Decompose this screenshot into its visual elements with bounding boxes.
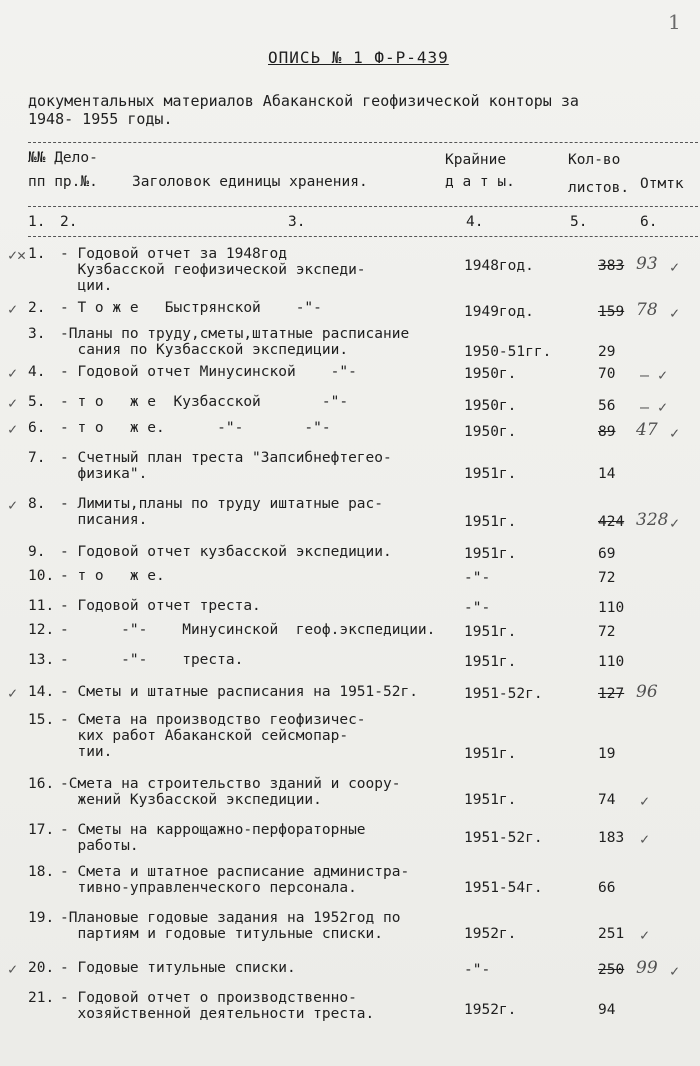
row-number: 16.: [28, 776, 55, 792]
header-col4-b: д а т ы.: [445, 174, 515, 190]
row-sheet-count: 14: [598, 466, 616, 482]
row-title-line: - Счетный план треста "Запсибнефтегео-: [60, 450, 392, 466]
row-sheet-count: 56: [598, 398, 616, 414]
row-sheet-count-corrected: 328: [636, 510, 669, 530]
row-number: 4.: [28, 364, 46, 380]
row-number: 18.: [28, 864, 55, 880]
row-sheet-count: 183: [598, 830, 625, 846]
row-title-line: - Смета на производство геофизичес-: [60, 712, 366, 728]
row-number: 12.: [28, 622, 55, 638]
row-sheet-count: 383: [598, 258, 625, 274]
row-title-line: - Т о ж е Быстрянской -"-: [60, 300, 322, 316]
row-checkmark: ✓: [8, 300, 18, 318]
row-dates: 1951г.: [464, 654, 517, 670]
row-dates: 1951г.: [464, 624, 517, 640]
row-sheet-count: 19: [598, 746, 616, 762]
row-dates: 1950-51гг.: [464, 344, 552, 360]
colnum-2: 2.: [60, 214, 78, 230]
row-dates: 1951г.: [464, 466, 517, 482]
row-verification-mark: ✓: [670, 304, 680, 322]
row-verification-mark: ✓: [670, 424, 680, 442]
row-dates: 1948год.: [464, 258, 534, 274]
row-sheet-count-corrected: 93: [636, 254, 658, 274]
row-sheet-count: 89: [598, 424, 616, 440]
row-title-line: - -"- Минусинской геоф.экспедиции.: [60, 622, 436, 638]
row-sheet-count-corrected: 78: [636, 300, 658, 320]
row-number: 14.: [28, 684, 55, 700]
row-dates: 1952г.: [464, 926, 517, 942]
row-sheet-count: 94: [598, 1002, 616, 1018]
row-sheet-count: 250: [598, 962, 625, 978]
colnum-1: 1.: [28, 214, 46, 230]
header-col5-a: Кол-во: [568, 152, 621, 168]
row-sheet-count: 29: [598, 344, 616, 360]
row-title-line: тии.: [60, 744, 113, 760]
header-col5-b: листов.: [568, 180, 630, 196]
row-title-line: ции.: [60, 278, 113, 294]
row-title-line: - -"- треста.: [60, 652, 244, 668]
row-verification-mark: ✓: [640, 792, 650, 810]
row-sheet-count: 72: [598, 624, 616, 640]
row-sheet-count: 66: [598, 880, 616, 896]
row-sheet-count: 110: [598, 654, 625, 670]
page-number-mark: 1: [668, 10, 681, 34]
row-number: 9.: [28, 544, 46, 560]
colnum-4: 4.: [466, 214, 484, 230]
colnum-5: 5.: [570, 214, 588, 230]
row-title-line: Кузбасской геофизической экспеди-: [60, 262, 366, 278]
row-number: 10.: [28, 568, 55, 584]
row-number: 19.: [28, 910, 55, 926]
row-title-line: работы.: [60, 838, 139, 854]
header-bottom-rule: [28, 236, 698, 237]
row-sheet-count-corrected: 47: [636, 420, 658, 440]
row-dates: 1950г.: [464, 366, 517, 382]
row-checkmark: ✓: [8, 684, 18, 702]
row-checkmark: ✓: [8, 364, 18, 382]
row-number: 1.: [28, 246, 46, 262]
row-dates: 1951-52г.: [464, 686, 543, 702]
row-title-line: - Годовой отчет Минусинской -"-: [60, 364, 357, 380]
colnum-3: 3.: [288, 214, 306, 230]
row-number: 20.: [28, 960, 55, 976]
header-col1-a: №№ Дело-: [28, 150, 98, 166]
row-number: 13.: [28, 652, 55, 668]
intro-line-2: 1948- 1955 годы.: [28, 110, 173, 128]
row-title-line: - Сметы на каррощажно-перфораторные: [60, 822, 366, 838]
header-mid-rule: [28, 206, 698, 207]
row-sheet-count: 72: [598, 570, 616, 586]
row-title-line: - т о ж е Кузбасской -"-: [60, 394, 349, 410]
row-number: 3.: [28, 326, 46, 342]
row-number: 11.: [28, 598, 55, 614]
row-title-line: - т о ж е. -"- -"-: [60, 420, 331, 436]
row-title-line: - Годовые титульные списки.: [60, 960, 296, 976]
row-title-line: - Лимиты,планы по труду иштатные рас-: [60, 496, 384, 512]
row-sheet-count-corrected: 99: [636, 958, 658, 978]
row-title-line: жений Кузбасской экспедиции.: [60, 792, 322, 808]
row-title-line: сания по Кузбасской экспедиции.: [60, 342, 349, 358]
row-number: 17.: [28, 822, 55, 838]
row-sheet-count-corrected: 96: [636, 682, 658, 702]
row-title-line: - Смета и штатное расписание администра-: [60, 864, 410, 880]
row-dates: 1951-52г.: [464, 830, 543, 846]
row-verification-mark: ✓: [670, 514, 680, 532]
row-checkmark: ✓: [8, 420, 18, 438]
row-dates: 1950г.: [464, 398, 517, 414]
row-dates: -"-: [464, 962, 491, 978]
row-title-line: писания.: [60, 512, 148, 528]
header-top-rule: [28, 142, 698, 143]
row-number: 2.: [28, 300, 46, 316]
row-title-line: - Годовой отчет кузбасской экспедиции.: [60, 544, 392, 560]
header-col4-a: Крайние: [445, 152, 507, 168]
header-col1-b: пп пр.№.: [28, 174, 98, 190]
row-title-line: тивно-управленческого персонала.: [60, 880, 357, 896]
row-verification-mark: ✓: [670, 962, 680, 980]
row-checkmark: ✓: [8, 496, 18, 514]
row-number: 15.: [28, 712, 55, 728]
row-number: 6.: [28, 420, 46, 436]
row-title-line: -Смета на строительство зданий и соору-: [60, 776, 401, 792]
row-verification-mark: ✓: [670, 258, 680, 276]
row-number: 7.: [28, 450, 46, 466]
row-title-line: -Планы по труду,сметы,штатные расписание: [60, 326, 410, 342]
colnum-6: 6.: [640, 214, 658, 230]
row-checkmark: ✓✕: [8, 246, 27, 264]
row-title-line: хозяйственной деятельности треста.: [60, 1006, 375, 1022]
row-title-line: физика".: [60, 466, 148, 482]
row-title-line: - Годовой отчет за 1948год: [60, 246, 287, 262]
row-dates: 1951-54г.: [464, 880, 543, 896]
row-dates: 1949год.: [464, 304, 534, 320]
row-verification-mark: ✓: [640, 830, 650, 848]
row-dates: 1951г.: [464, 546, 517, 562]
row-sheet-count: 424: [598, 514, 625, 530]
intro-line-1: документальных материалов Абаканской геофизической конторы за: [28, 92, 579, 110]
row-title-line: - Сметы и штатные расписания на 1951-52г.: [60, 684, 418, 700]
row-sheet-count: 69: [598, 546, 616, 562]
row-verification-mark: ✓: [640, 926, 650, 944]
header-col3: Заголовок единицы хранения.: [132, 174, 368, 190]
row-title-line: - Годовой отчет о производственно-: [60, 990, 357, 1006]
row-dates: 1950г.: [464, 424, 517, 440]
row-number: 5.: [28, 394, 46, 410]
row-sheet-count: 127: [598, 686, 625, 702]
row-title-line: -Плановые годовые задания на 1952год по: [60, 910, 401, 926]
row-sheet-count: 70: [598, 366, 616, 382]
row-verification-mark: — ✓: [640, 398, 668, 416]
row-dates: 1952г.: [464, 1002, 517, 1018]
row-title-line: - Годовой отчет треста.: [60, 598, 261, 614]
row-dates: -"-: [464, 600, 491, 616]
row-sheet-count: 74: [598, 792, 616, 808]
row-number: 21.: [28, 990, 55, 1006]
row-title-line: партиям и годовые титульные списки.: [60, 926, 384, 942]
row-sheet-count: 110: [598, 600, 625, 616]
header-col6: Отмтк: [640, 176, 684, 192]
row-sheet-count: 251: [598, 926, 625, 942]
row-dates: 1951г.: [464, 792, 517, 808]
row-dates: -"-: [464, 570, 491, 586]
row-checkmark: ✓: [8, 394, 18, 412]
row-checkmark: ✓: [8, 960, 18, 978]
row-title-line: ких работ Абаканской сейсмопар-: [60, 728, 349, 744]
row-number: 8.: [28, 496, 46, 512]
row-sheet-count: 159: [598, 304, 625, 320]
row-dates: 1951г.: [464, 746, 517, 762]
row-verification-mark: — ✓: [640, 366, 668, 384]
document-title: ОПИСЬ № 1 Ф-Р-439: [268, 48, 449, 67]
row-title-line: - т о ж е.: [60, 568, 165, 584]
row-dates: 1951г.: [464, 514, 517, 530]
